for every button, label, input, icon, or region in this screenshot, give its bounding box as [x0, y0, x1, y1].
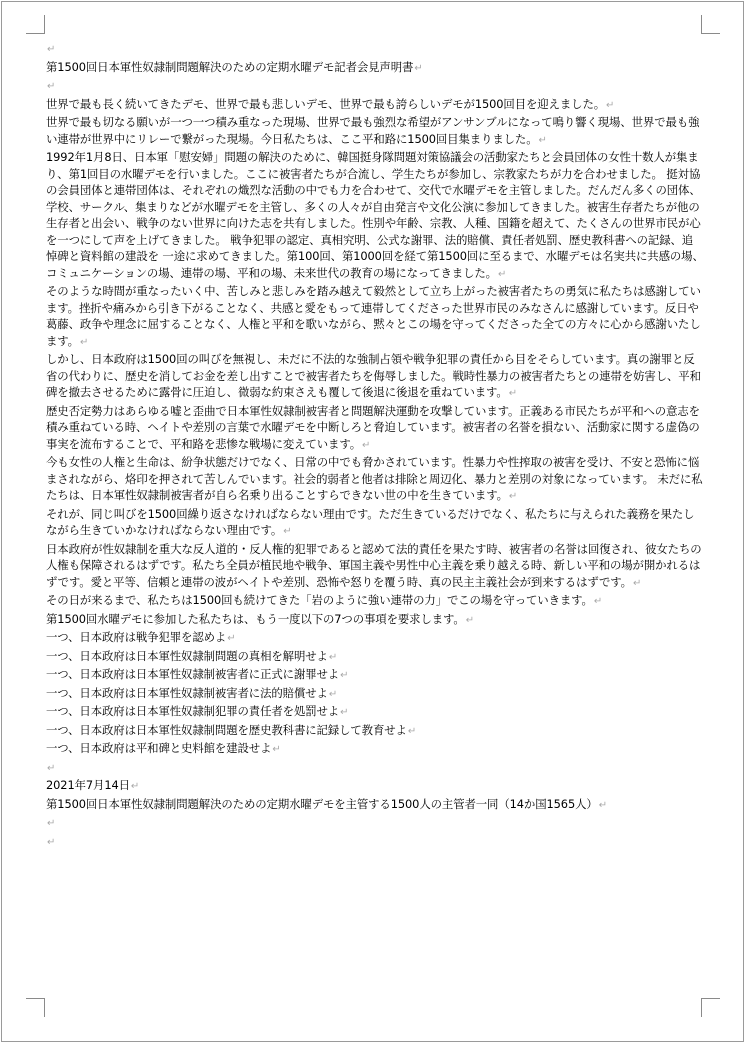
crop-mark-bottom-left — [26, 998, 45, 1017]
document-date: 2021年7月14日↵ — [46, 778, 140, 792]
paragraph: そのような時間が重なったいく中、苦しみと悲しみを踏み越えて毅然として立ち上がった被害者たちの勇気に私たちは感謝しています。挫折や痛みから引き下がることなく、共感と愛をもって連帯してくださった世界市民のみなさんに感謝しています。反日や葛藤、政争や理念に屈することなく、人権と平和を歌いながら、黙々とこの場を守ってくださった全ての方々に心から感謝いたします。↵ — [46, 284, 701, 348]
empty-paragraph: ↵ — [47, 836, 56, 848]
document-body[interactable] — [46, 40, 704, 851]
demand-item: 一つ、日本政府は日本軍性奴隷制犯罪の責任者を処罰せよ↵ — [46, 704, 349, 718]
paragraph: 世界で最も長く続いてきたデモ、世界で最も悲しいデモ、世界で最も誇らしいデモが1500回目を迎えました。↵ — [46, 96, 615, 111]
paragraph: 第1500回水曜デモに参加した私たちは、もう一度以下の7つの事項を要求します。↵ — [46, 611, 474, 626]
empty-paragraph: ↵ — [47, 81, 56, 92]
demand-item: 一つ、日本政府は日本軍性奴隷制問題の真相を解明せよ↵ — [46, 648, 338, 663]
paragraph: 今も女性の人権と生命は、紛争状態だけでなく、日常の中でも脅かされています。性暴力や性搾取の被害を受け、不安と恐怖に悩まされながら、烙印を押されて苦しんでいます。社会的弱者と他者は排除と周辺化、暴力と差別の対象になっています。 未だに私たちは、日本軍性奴隷制被害者が自ら名乗り出ることすらできない世の中を生きています。↵ — [46, 455, 703, 502]
paragraph: 歴史否定勢力はあらゆる嘘と歪曲で日本軍性奴隷制被害者と問題解決運動を攻撃しています。正義ある市民たちが平和への意志を積み重ねている時、ヘイトや差別の言葉で水曜デモを中断しろと脅迫しています。被害者の名誉を損ない、活動家に関する虚偽の事実を流布することで、平和路を悲惨な戦場に変えています。↵ — [46, 403, 700, 451]
document-title: 第1500回日本軍性奴隷制問題解決のための定期水曜デモ記者会見声明書↵ — [46, 59, 423, 74]
demand-item: 一つ、日本政府は戦争犯罪を認めよ↵ — [46, 630, 236, 644]
paragraph: それが、同じ叫びを1500回繰り返さなければならない理由です。ただ生きているだけでなく、私たちに与えられた義務を果たしながら生きていかなければならない理由です。↵ — [46, 506, 695, 537]
paragraph: 日本政府が性奴隷制を重大な反人道的・反人権的犯罪であると認めて法的責任を果たす時、被害者の名誉は回復され、彼女たちの人権も保障されるはずです。私たち全員が植民地や戦争、軍国主義や男性中心主義を乗り越える時、新しい平和の場が開かれるはずです。愛と平等、信頼と連帯の波がヘイトや差別、恐怖や怒りを覆う時、真の民主主義社会が到来するはずです。↵ — [46, 541, 702, 589]
demand-item: 一つ、日本政府は日本軍性奴隷制被害者に法的賠償せよ↵ — [46, 685, 338, 700]
crop-mark-top-left — [26, 15, 45, 34]
crop-mark-top-right — [701, 15, 720, 34]
demand-item: 一つ、日本政府は平和碑と史料館を建設せよ↵ — [46, 741, 281, 755]
document-signature: 第1500回日本軍性奴隷制問題解決のための定期水曜デモを主管する1500人の主管者一同（14か国1565人）↵ — [46, 796, 607, 811]
crop-mark-bottom-right — [701, 998, 720, 1017]
paragraph: しかし、日本政府は1500回の叫びを無視し、未だに不法的な強制占領や戦争犯罪の責任から目をそらしています。真の謝罪と反省の代わりに、歴史を消してお金を差し出すことで被害者たちを侮辱しました。戦時性暴力の被害者たちとの連帯を妨害し、平和碑を撤去させるために露骨に圧迫し、微弱な約束さえも覆して後退に後退を重ねています。↵ — [46, 352, 701, 399]
empty-paragraph: ↵ — [47, 44, 56, 55]
demand-item: 一つ、日本政府は日本軍性奴隷制問題を歴史教科書に記録して教育せよ↵ — [46, 722, 417, 737]
empty-paragraph: ↵ — [47, 818, 56, 829]
demand-item: 一つ、日本政府は日本軍性奴隷制被害者に正式に謝罪せよ↵ — [46, 667, 349, 681]
paragraph: その日が来るまで、私たちは1500回も続けてきた「岩のように強い連帯の力」でこの場を守っていきます。↵ — [46, 593, 603, 607]
paragraph: 世界で最も切なる願いが一つ一つ積み重なった現場、世界で最も強烈な希望がアンサンブルになって鳴り響く現場、世界で最も強い連帯が世界中にリレーで繋がった現場。今日私たちは、ここ平和路に1500回目集まりました。↵ — [46, 115, 700, 146]
empty-paragraph: ↵ — [47, 762, 56, 774]
paragraph: 1992年1月8日、日本軍「慰安婦」問題の解決のために、韓国挺身隊問題対策協議会の活動家たちと会員団体の女性十数人が集まり、第1回目の水曜デモを行いました。ここに被害者たちが合流し、学生たちが参加し、宗教家たちが力を合わせました。 挺対協の会員団体と連帯団体は、それぞれの熾烈な活動の中でも力を合わせて、交代で水曜デモを主管しました。だんだん多くの団体、学校、サークル、集まりなどが水曜デモを主管し、多くの人々が自由発言や文化公演に参加してきました。被害生存者たちが他の生存者と出会い、戦争のない世界に向けた志を共有しました。性別や年齢、宗教、人種、国籍を超えて、たくさんの世界市民が心を一つにして声を上げてきました。 戦争犯罪の認定、真相究明、公式な謝罪、法的賠償、責任者処罰、歴史教科書への記録、追悼碑と資料館の建設を 一途に求めてきました。第100回、第1000回を経て第1500回に至るまで、水曜デモは名実共に共感の場、コミュニケーションの場、連帯の場、平和の場、未来世代の教育の場になってきました。↵ — [46, 150, 704, 280]
